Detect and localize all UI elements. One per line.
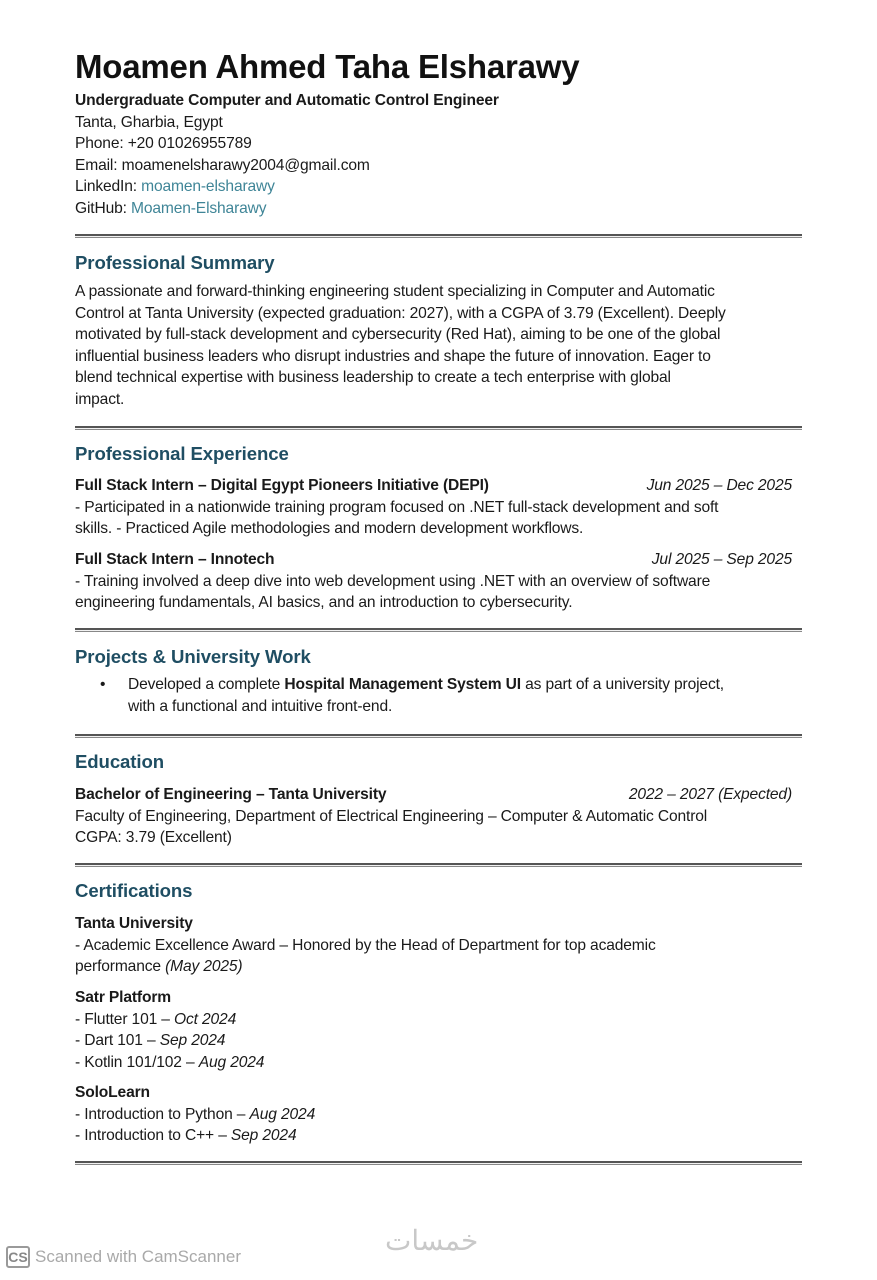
bullet-icon: • (100, 676, 106, 693)
project-text: with a functional and intuitive front-end. (128, 697, 393, 715)
job-desc: engineering fundamentals, AI basics, and an introduction to cybersecurity. (75, 594, 573, 612)
job-date: Jul 2025 – Sep 2025 (651, 551, 792, 568)
job-subtitle: Undergraduate Computer and Automatic Control Engineer (75, 92, 499, 109)
job-role: Full Stack Intern – Innotech (75, 551, 275, 568)
cert-item: - Flutter 101 – Oct 2024 (75, 1010, 237, 1028)
project-name: Hospital Management System UI (284, 676, 521, 693)
cert-issuer: Tanta University (75, 915, 193, 932)
location: Tanta, Gharbia, Egypt (75, 113, 223, 131)
cert-group (75, 1082, 802, 1147)
education-entry (75, 784, 802, 849)
summary-line: motivated by full-stack development and cybersecurity (Red Hat), aiming to be one of the global (75, 326, 721, 344)
education-heading: Education (75, 751, 164, 772)
section-divider (75, 426, 802, 430)
job-entry (75, 475, 802, 540)
summary-line: blend technical expertise with business leadership to create a tech enterprise with global (75, 369, 671, 387)
degree: Bachelor of Engineering – Tanta University (75, 786, 387, 803)
project-item (100, 674, 800, 717)
cert-issuer: Satr Platform (75, 989, 171, 1006)
section-divider (75, 734, 802, 738)
cert-item: performance (May 2025) (75, 958, 243, 976)
education-date: 2022 – 2027 (Expected) (628, 786, 792, 803)
section-divider (75, 628, 802, 632)
cert-item: - Dart 101 – Sep 2024 (75, 1032, 226, 1050)
linkedin (75, 176, 801, 198)
scanner-text: Scanned with CamScanner (35, 1247, 242, 1266)
cert-group (75, 913, 802, 978)
phone: Phone: +20 01026955789 (75, 135, 252, 153)
job-entry (75, 549, 802, 614)
summary-heading: Professional Summary (75, 252, 275, 273)
section-divider (75, 1161, 802, 1165)
section-divider (75, 234, 802, 238)
projects-heading: Projects & University Work (75, 646, 311, 667)
job-desc: skills. - Practiced Agile methodologies and modern development workflows. (75, 520, 584, 538)
linkedin-link[interactable]: moamen-elsharawy (141, 178, 275, 196)
cert-item: - Academic Excellence Award – Honored by the Head of Department for top academic (75, 936, 656, 954)
cert-item: - Introduction to C++ – Sep 2024 (75, 1127, 297, 1145)
cert-issuer: SoloLearn (75, 1084, 150, 1101)
section-divider (75, 863, 802, 867)
cert-item: - Introduction to Python – Aug 2024 (75, 1105, 316, 1123)
camscanner-footer (6, 1246, 241, 1268)
contact-info (75, 90, 801, 220)
job-desc: - Participated in a nationwide training program focused on .NET full-stack development and soft (75, 498, 719, 516)
faculty: Faculty of Engineering, Department of Electrical Engineering – Computer & Automatic Control (75, 807, 708, 825)
cert-group (75, 987, 802, 1073)
cert-item: - Kotlin 101/102 – Aug 2024 (75, 1053, 265, 1071)
linkedin-label: LinkedIn: (75, 178, 142, 196)
summary-text (75, 281, 802, 411)
job-desc: - Training involved a deep dive into web development using .NET with an overview of software (75, 572, 711, 590)
summary-line: A passionate and forward-thinking engineering student specializing in Computer and Automatic (75, 283, 715, 300)
github-label: GitHub: (75, 199, 131, 217)
candidate-name: Moamen Ahmed Taha Elsharawy (75, 48, 580, 85)
certifications-heading: Certifications (75, 880, 193, 901)
experience-heading: Professional Experience (75, 443, 289, 464)
watermark: خمسات (385, 1225, 479, 1256)
email: Email: moamenelsharawy2004@gmail.com (75, 156, 370, 174)
summary-line: Control at Tanta University (expected graduation: 2027), with a CGPA of 3.79 (Excellent). Deeply (75, 304, 726, 322)
project-text: as part of a university project, (520, 676, 724, 693)
github (75, 198, 801, 220)
github-link[interactable]: Moamen-Elsharawy (131, 199, 267, 217)
summary-line: impact. (75, 390, 125, 408)
job-date: Jun 2025 – Dec 2025 (646, 477, 792, 494)
project-text: Developed a complete (128, 676, 285, 693)
camscanner-logo-icon: CS (6, 1246, 30, 1268)
job-role: Full Stack Intern – Digital Egypt Pioneers Initiative (DEPI) (75, 477, 489, 494)
summary-line: influential business leaders who disrupt industries and shape the future of innovation. Eager to (75, 347, 711, 365)
cgpa: CGPA: 3.79 (Excellent) (75, 829, 232, 847)
